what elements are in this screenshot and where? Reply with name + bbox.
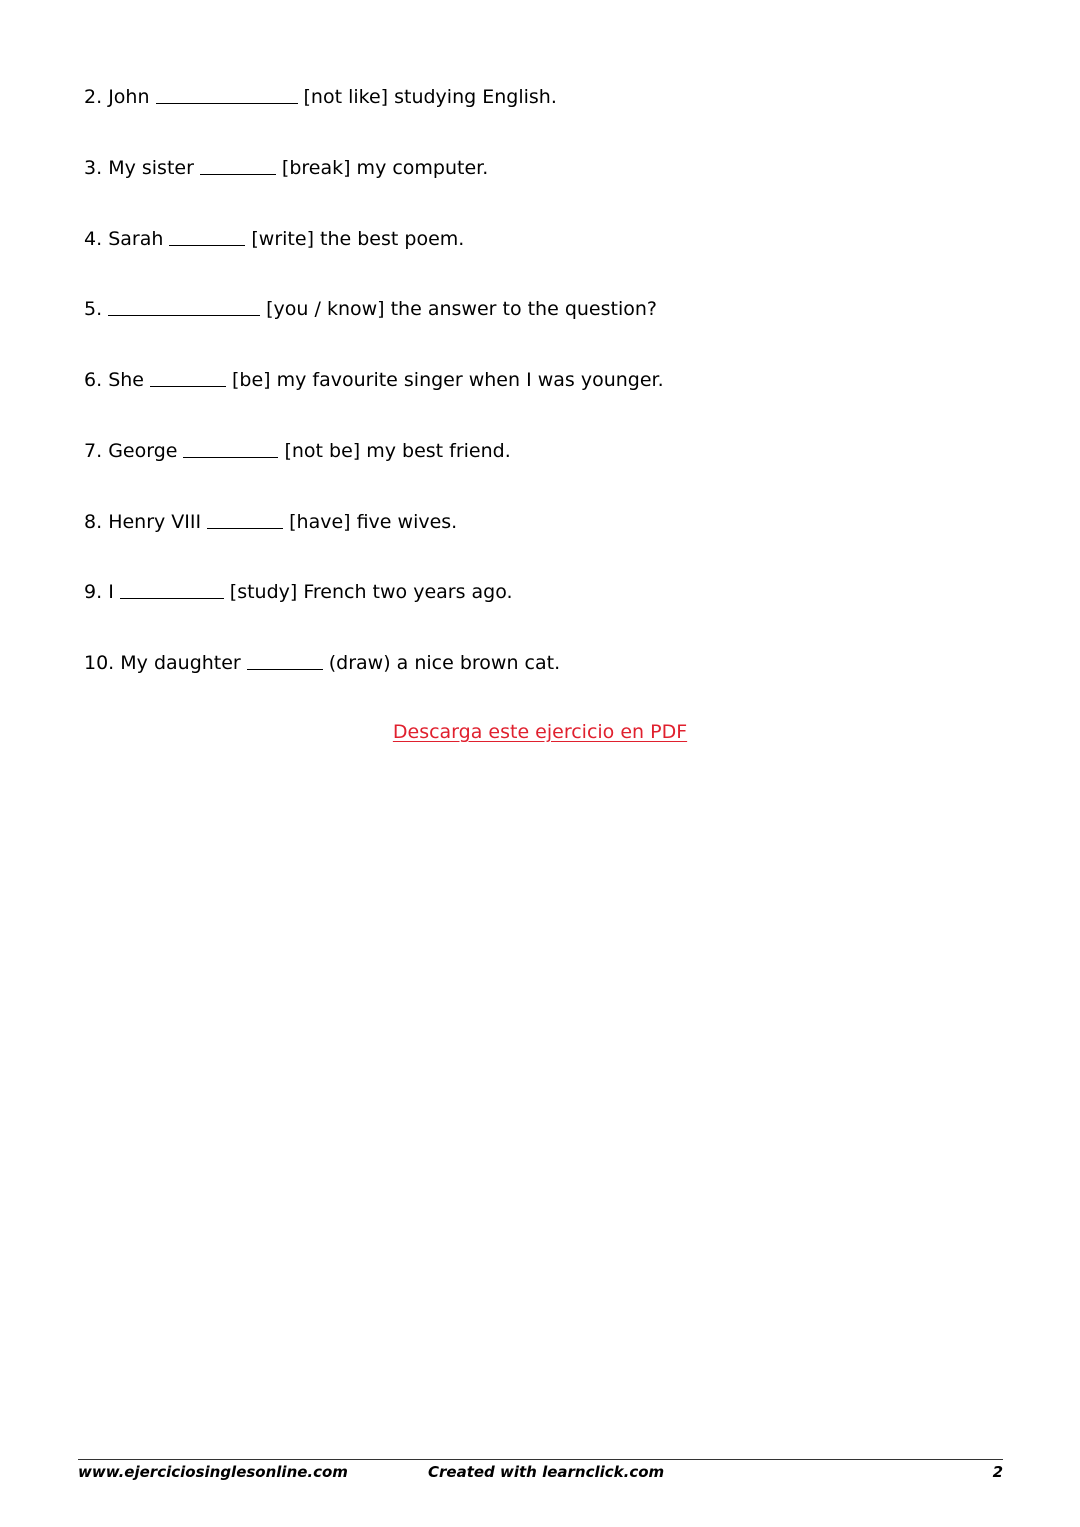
- answer-blank[interactable]: [156, 85, 298, 104]
- answer-blank[interactable]: [169, 227, 245, 246]
- answer-blank[interactable]: [150, 368, 226, 387]
- exercise-text-before: Sarah: [108, 228, 164, 250]
- exercise-number: 10.: [84, 652, 115, 674]
- download-pdf-link[interactable]: Descarga este ejercicio en PDF: [392, 721, 688, 743]
- exercise-text-before: John: [108, 86, 150, 108]
- footer-divider: [78, 1459, 1003, 1460]
- exercise-text-after: (draw) a nice brown cat.: [328, 652, 561, 674]
- exercise-number: 6.: [84, 369, 103, 391]
- exercise-item-3: [84, 155, 488, 180]
- exercise-text-after: [you / know] the answer to the question?: [266, 298, 657, 320]
- exercise-item-6: [84, 367, 664, 392]
- exercise-number: 3.: [84, 157, 103, 179]
- exercise-item-8: [84, 509, 457, 534]
- answer-blank[interactable]: [200, 156, 276, 175]
- exercise-text-after: [not be] my best friend.: [284, 440, 511, 462]
- exercise-item-4: [84, 226, 464, 251]
- exercise-item-2: [84, 84, 557, 109]
- exercise-item-5: [84, 296, 657, 321]
- exercise-text-after: [have] five wives.: [289, 511, 458, 533]
- exercise-number: 2.: [84, 86, 103, 108]
- page-number: 2: [992, 1463, 1003, 1481]
- footer-credit: Created with learnclick.com: [428, 1463, 665, 1481]
- exercise-item-10: [84, 650, 560, 675]
- exercise-item-7: [84, 438, 511, 463]
- exercise-text-before: Henry VIII: [108, 511, 202, 533]
- exercise-number: 5.: [84, 298, 103, 320]
- exercise-text-before: I: [108, 581, 114, 603]
- exercise-text-before: My daughter: [120, 652, 241, 674]
- exercise-number: 8.: [84, 511, 103, 533]
- exercise-text-after: [be] my favourite singer when I was younger.: [231, 369, 664, 391]
- exercise-item-9: [84, 579, 513, 604]
- answer-blank[interactable]: [108, 297, 260, 316]
- footer-site: www.ejerciciosinglesonline.com: [78, 1463, 348, 1481]
- download-pdf-container: [0, 720, 1080, 744]
- exercise-number: 9.: [84, 581, 103, 603]
- exercise-text-after: [study] French two years ago.: [229, 581, 513, 603]
- exercise-text-before: My sister: [108, 157, 194, 179]
- exercise-number: 7.: [84, 440, 103, 462]
- exercise-text-after: [not like] studying English.: [303, 86, 557, 108]
- exercise-text-after: [write] the best poem.: [251, 228, 465, 250]
- answer-blank[interactable]: [207, 510, 283, 529]
- answer-blank[interactable]: [247, 651, 323, 670]
- page-footer: [78, 1462, 1003, 1482]
- exercise-text-before: She: [108, 369, 144, 391]
- answer-blank[interactable]: [183, 439, 278, 458]
- answer-blank[interactable]: [120, 580, 224, 599]
- exercise-number: 4.: [84, 228, 103, 250]
- exercise-text-before: George: [108, 440, 178, 462]
- exercise-text-after: [break] my computer.: [281, 157, 489, 179]
